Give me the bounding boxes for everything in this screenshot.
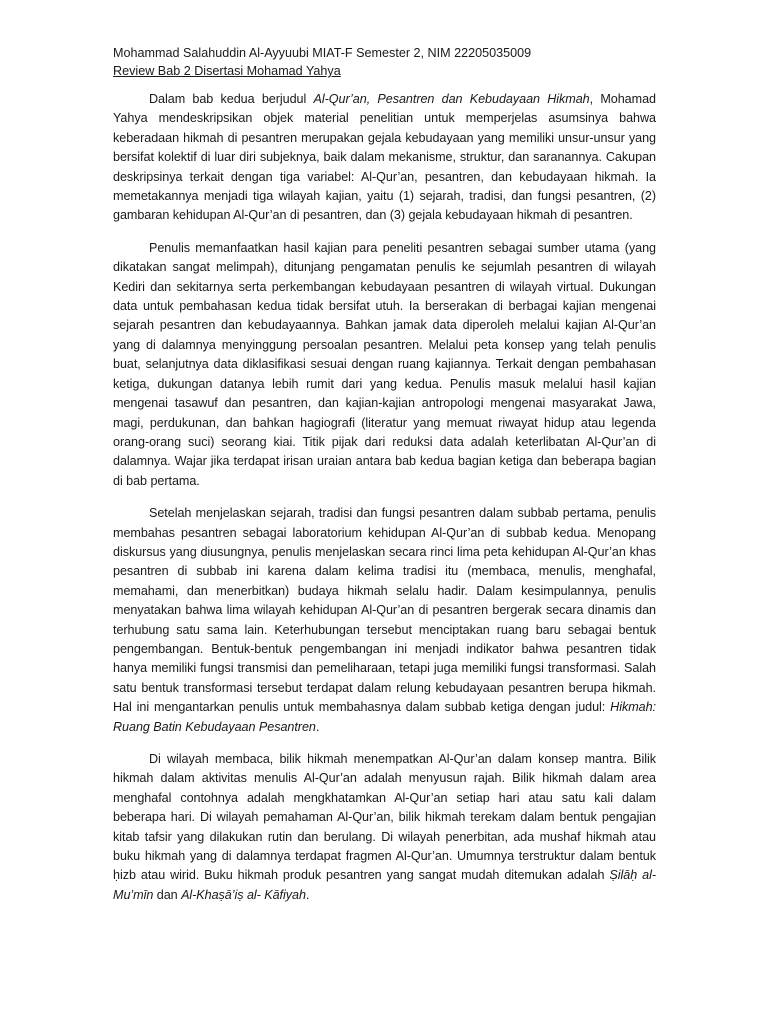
paragraph-4 — [113, 750, 656, 905]
document-page — [113, 44, 656, 905]
paragraph-1-text-c: , Mohamad Yahya mendeskripsikan objek material penelitian untuk memperjelas asumsinya bahwa keberadaan hikmah di pesantren merupakan gejala kebudayaan yang memiliki unsur-unsur yang bersifat kolektif di luar diri subjeknya, baik dalam mekanisme, struktur, dan saranannya. Cakupan deskripsinya terkait dengan tiga variabel: Al-Qur’an, pesantren, dan kebudayaan hikmah. Ia memetakannya menjadi tiga wilayah kajian, yaitu (1) sejarah, tradisi, dan fungsi pesantren, (2) gambaran kehidupan Al-Qur’an di pesantren, dan (3) gejala kebudayaan hikmah di pesantren. — [113, 92, 656, 223]
paragraph-4-text-a: Di wilayah membaca, bilik hikmah menempatkan Al-Qur’an dalam konsep mantra. Bilik hikmah dalam aktivitas menulis Al-Qur’an adalah menyusun rajah. Bilik hikmah dalam area menghafal contohnya adalah mengkhatamkan Al-Qur’an setiap hari atau satu kali dalam beberapa hari. Di wilayah pemahaman Al-Qur’an, bilik hikmah terekam dalam bentuk pengajian kitab tafsir yang dilakukan rutin dan berulang. Di wilayah penerbitan, ada mushaf hikmah atau buku hikmah yang di dalamnya terdapat fragmen Al-Qur’an. Umumnya terstruktur dalam bentuk ḥizb atau wirid. Buku hikmah produk pesantren yang sangat mudah ditemukan adalah — [113, 752, 656, 883]
paragraph-2: Penulis memanfaatkan hasil kajian para peneliti pesantren sebagai sumber utama (yang dikatakan sangat melimpah), ditunjang pengamatan penulis ke sejumlah pesantren di wilayah Kediri dan sekitarnya serta perkembangan kebudayaan pesantren di wilayah virtual. Dukungan data untuk pembahasan kedua tidak bersifat utuh. Ia berserakan di berbagai kajian mengenai sejarah pesantren dan kebudayaannya. Bahkan jamak data diperoleh melalui kajian Al-Qur’an yang di dalamnya menyinggung persoalan pesantren. Melalui peta konsep yang telah penulis buat, selanjutnya data diklasifikasi sesuai dengan ruang kajiannya. Terkait dengan pembahasan ketiga, dukungan datanya lebih rumit dari yang kedua. Penulis masuk melalui hasil kajian mengenai tasawuf dan pesantren, dan kajian-kajian antropologi mengenai masyarakat Jawa, magi, perdukunan, dan bahkan hagiografi (literatur yang memuat riwayat hidup atau legenda orang-orang suci) seorang kiai. Titik pijak dari reduksi data adalah keterlibatan Al-Qur’an di dalamnya. Wajar jika terdapat irisan uraian antara bab kedua bagian ketiga dan beberapa bagian di bab pertama. — [113, 240, 656, 488]
paragraph-1-text-a: Dalam bab kedua berjudul — [149, 92, 314, 106]
paragraph-3-text-a: Setelah menjelaskan sejarah, tradisi dan fungsi pesantren dalam subbab pertama, penulis membahas pesantren sebagai laboratorium kehidupan Al-Qur’an di subbab kedua. Menopang diskursus yang diusungnya, penulis menjelaskan secara rinci lima peta kehidupan Al-Qur’an khas pesantren di subbab ini karena dalam kelima tradisi itu (membaca, menulis, menghafal, memahami, dan menerbitkan) budaya hikmah selalu hadir. Dalam kesimpulannya, penulis menyatakan bahwa lima wilayah kehidupan Al-Qur’an di pesantren bergerak secara dinamis dan terhubung satu sama lain. Keterhubungan tersebut menciptakan ruang baru sebagai bentuk pengembangan. Bentuk-bentuk pengembangan ini menjadi indikator bahwa pesantren tidak hanya memiliki fungsi transmisi dan pemeliharaan, tetapi juga memiliki fungsi transformasi. Salah satu bentuk transformasi tersebut terdapat dalam relung kebudayaan pesantren berupa hikmah. Hal ini mengantarkan penulis untuk membahasnya dalam subbab ketiga dengan judul: — [113, 506, 656, 715]
paragraph-3-text-c: . — [315, 719, 320, 734]
paragraph-4-text-c: dan — [153, 887, 182, 902]
paragraph-1 — [113, 90, 656, 226]
author-line: Mohammad Salahuddin Al-Ayyuubi MIAT-F Semester 2, NIM 22205035009 — [113, 46, 532, 60]
book-title-khasais: Al-Khaṣā’iṣ al- Kāfiyah — [181, 887, 306, 902]
review-title: Review Bab 2 Disertasi Mohamad Yahya — [113, 64, 341, 78]
book-title-silah: Ṣilāḥ al-Mu’mīn — [113, 868, 656, 902]
subchapter-title: Hikmah: Ruang Batin Kebudayaan Pesantren — [113, 700, 656, 734]
paragraph-3 — [113, 504, 656, 737]
chapter-title: Al-Qur’an, Pesantren dan Kebudayaan Hikmah — [313, 92, 590, 106]
paragraph-4-text-e: . — [305, 887, 310, 902]
